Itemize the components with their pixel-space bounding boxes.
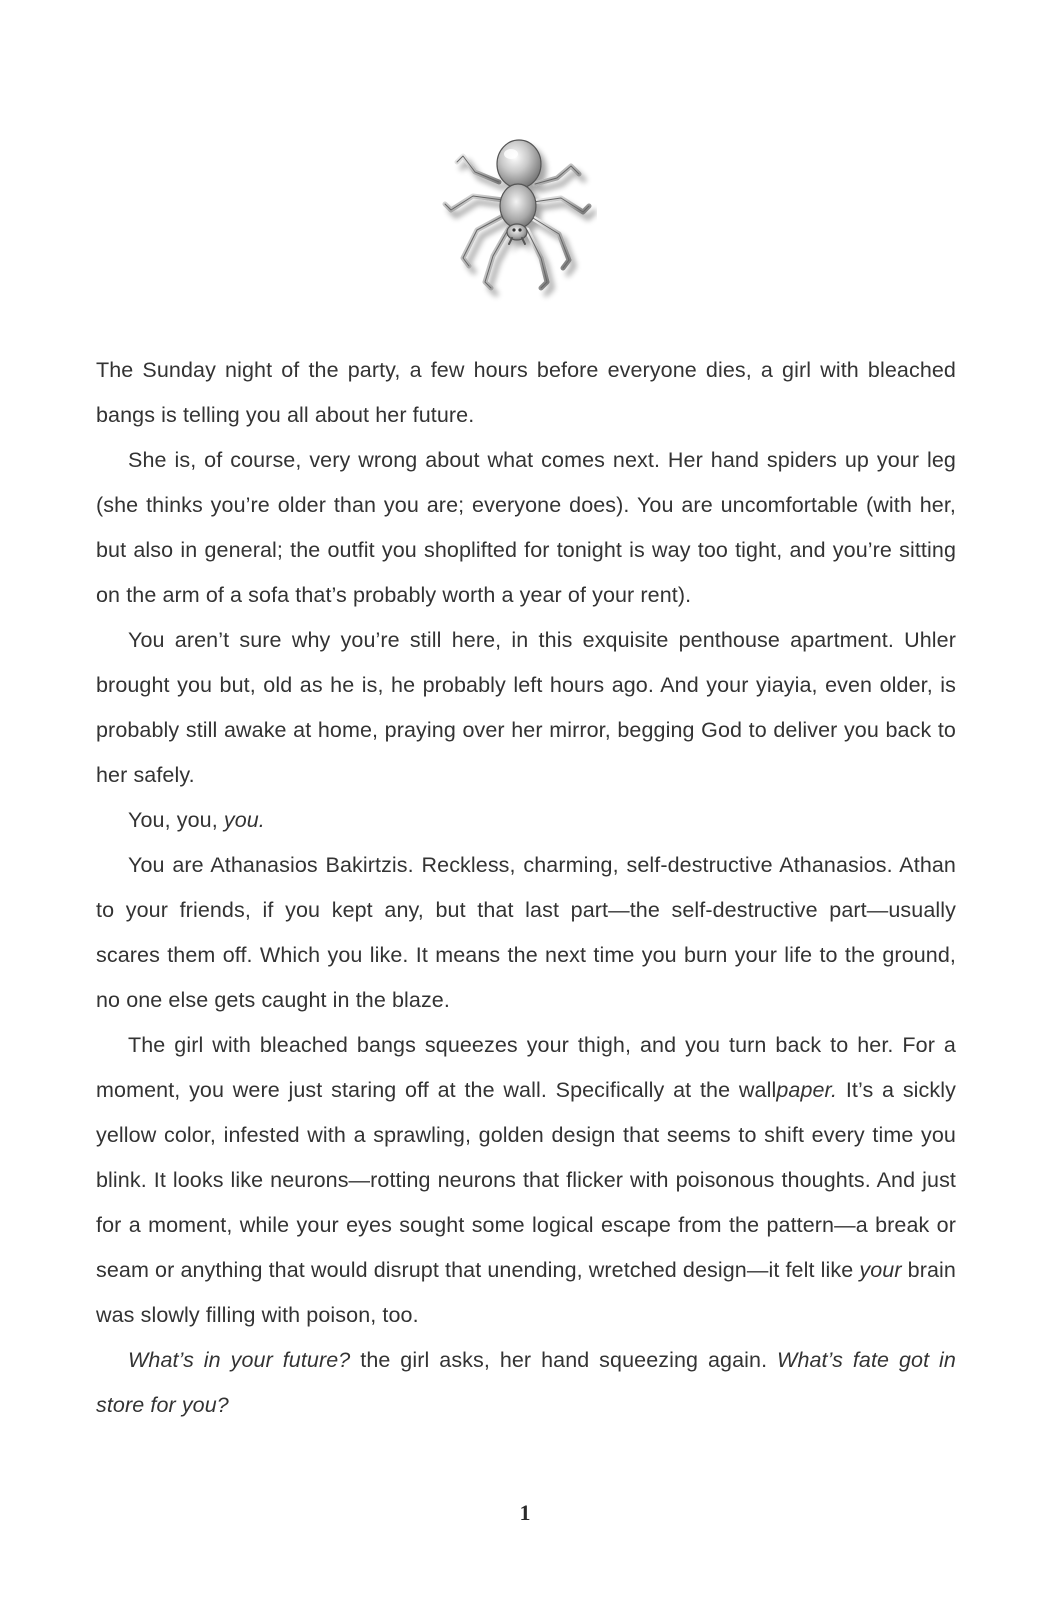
italic-text-run: your	[859, 1258, 902, 1282]
text-run: The Sunday night of the party, a few hours before everyone dies, a girl with bleached bangs is telling you all about her future.	[96, 358, 956, 427]
paragraph	[96, 843, 956, 1023]
paragraph	[96, 348, 956, 438]
text-run: You aren’t sure why you’re still here, in this exquisite penthouse apartment. Uhler brought you but, old as he is, he probably left hours ago. And your yiayia, even older, is probably still awake at home, praying over her mirror, begging God to deliver you back to her safely.	[96, 628, 956, 787]
paragraph	[96, 1023, 956, 1338]
italic-text-run: What’s in your future?	[128, 1348, 351, 1372]
text-run: the girl asks, her hand squeezing again.	[350, 1348, 778, 1372]
chapter-body-text	[96, 348, 956, 1428]
paragraph	[96, 438, 956, 618]
italic-text-run: you.	[223, 808, 265, 832]
text-run: The girl with bleached bangs squeezes your thigh, and you turn back to her. For a moment, you were just staring off at the wall. Specifically at the wall	[96, 1033, 956, 1102]
page-number: 1	[519, 1500, 531, 1525]
paragraph	[96, 798, 956, 843]
italic-text-run: What’s fate got in store for you?	[96, 1348, 956, 1417]
text-run: You are Athanasios Bakirtzis. Reckless, charming, self-destructive Athanasios. Athan to your friends, if you kept any, but that last part—the self-destructive part—usually scares them off. Which you like. It means the next time you burn your life to the ground, no one else gets caught in the blaze.	[96, 853, 956, 1012]
italic-text-run: paper.	[776, 1078, 838, 1102]
text-run: You, you,	[128, 808, 224, 832]
paragraph	[96, 1338, 956, 1428]
text-run: brain was slowly filling with poison, too.	[96, 1258, 956, 1327]
paragraph	[96, 618, 956, 798]
text-run: She is, of course, very wrong about what comes next. Her hand spiders up your leg (she thinks you’re older than you are; everyone does). You are uncomfortable (with her, but also in general; the outfit you shoplifted for tonight is way too tight, and you’re sitting on the arm of a sofa that’s probably worth a year of your rent).	[96, 448, 956, 607]
spider-ornament-icon	[437, 132, 597, 302]
text-run: It’s a sickly yellow color, infested with a sprawling, golden design that seems to shift every time you blink. It looks like neurons—rotting neurons that flicker with poisonous thoughts. And just for a moment, while your eyes sought some logical escape from the pattern—a break or seam or anything that would disrupt that unending, wretched design—it felt like	[96, 1078, 956, 1282]
